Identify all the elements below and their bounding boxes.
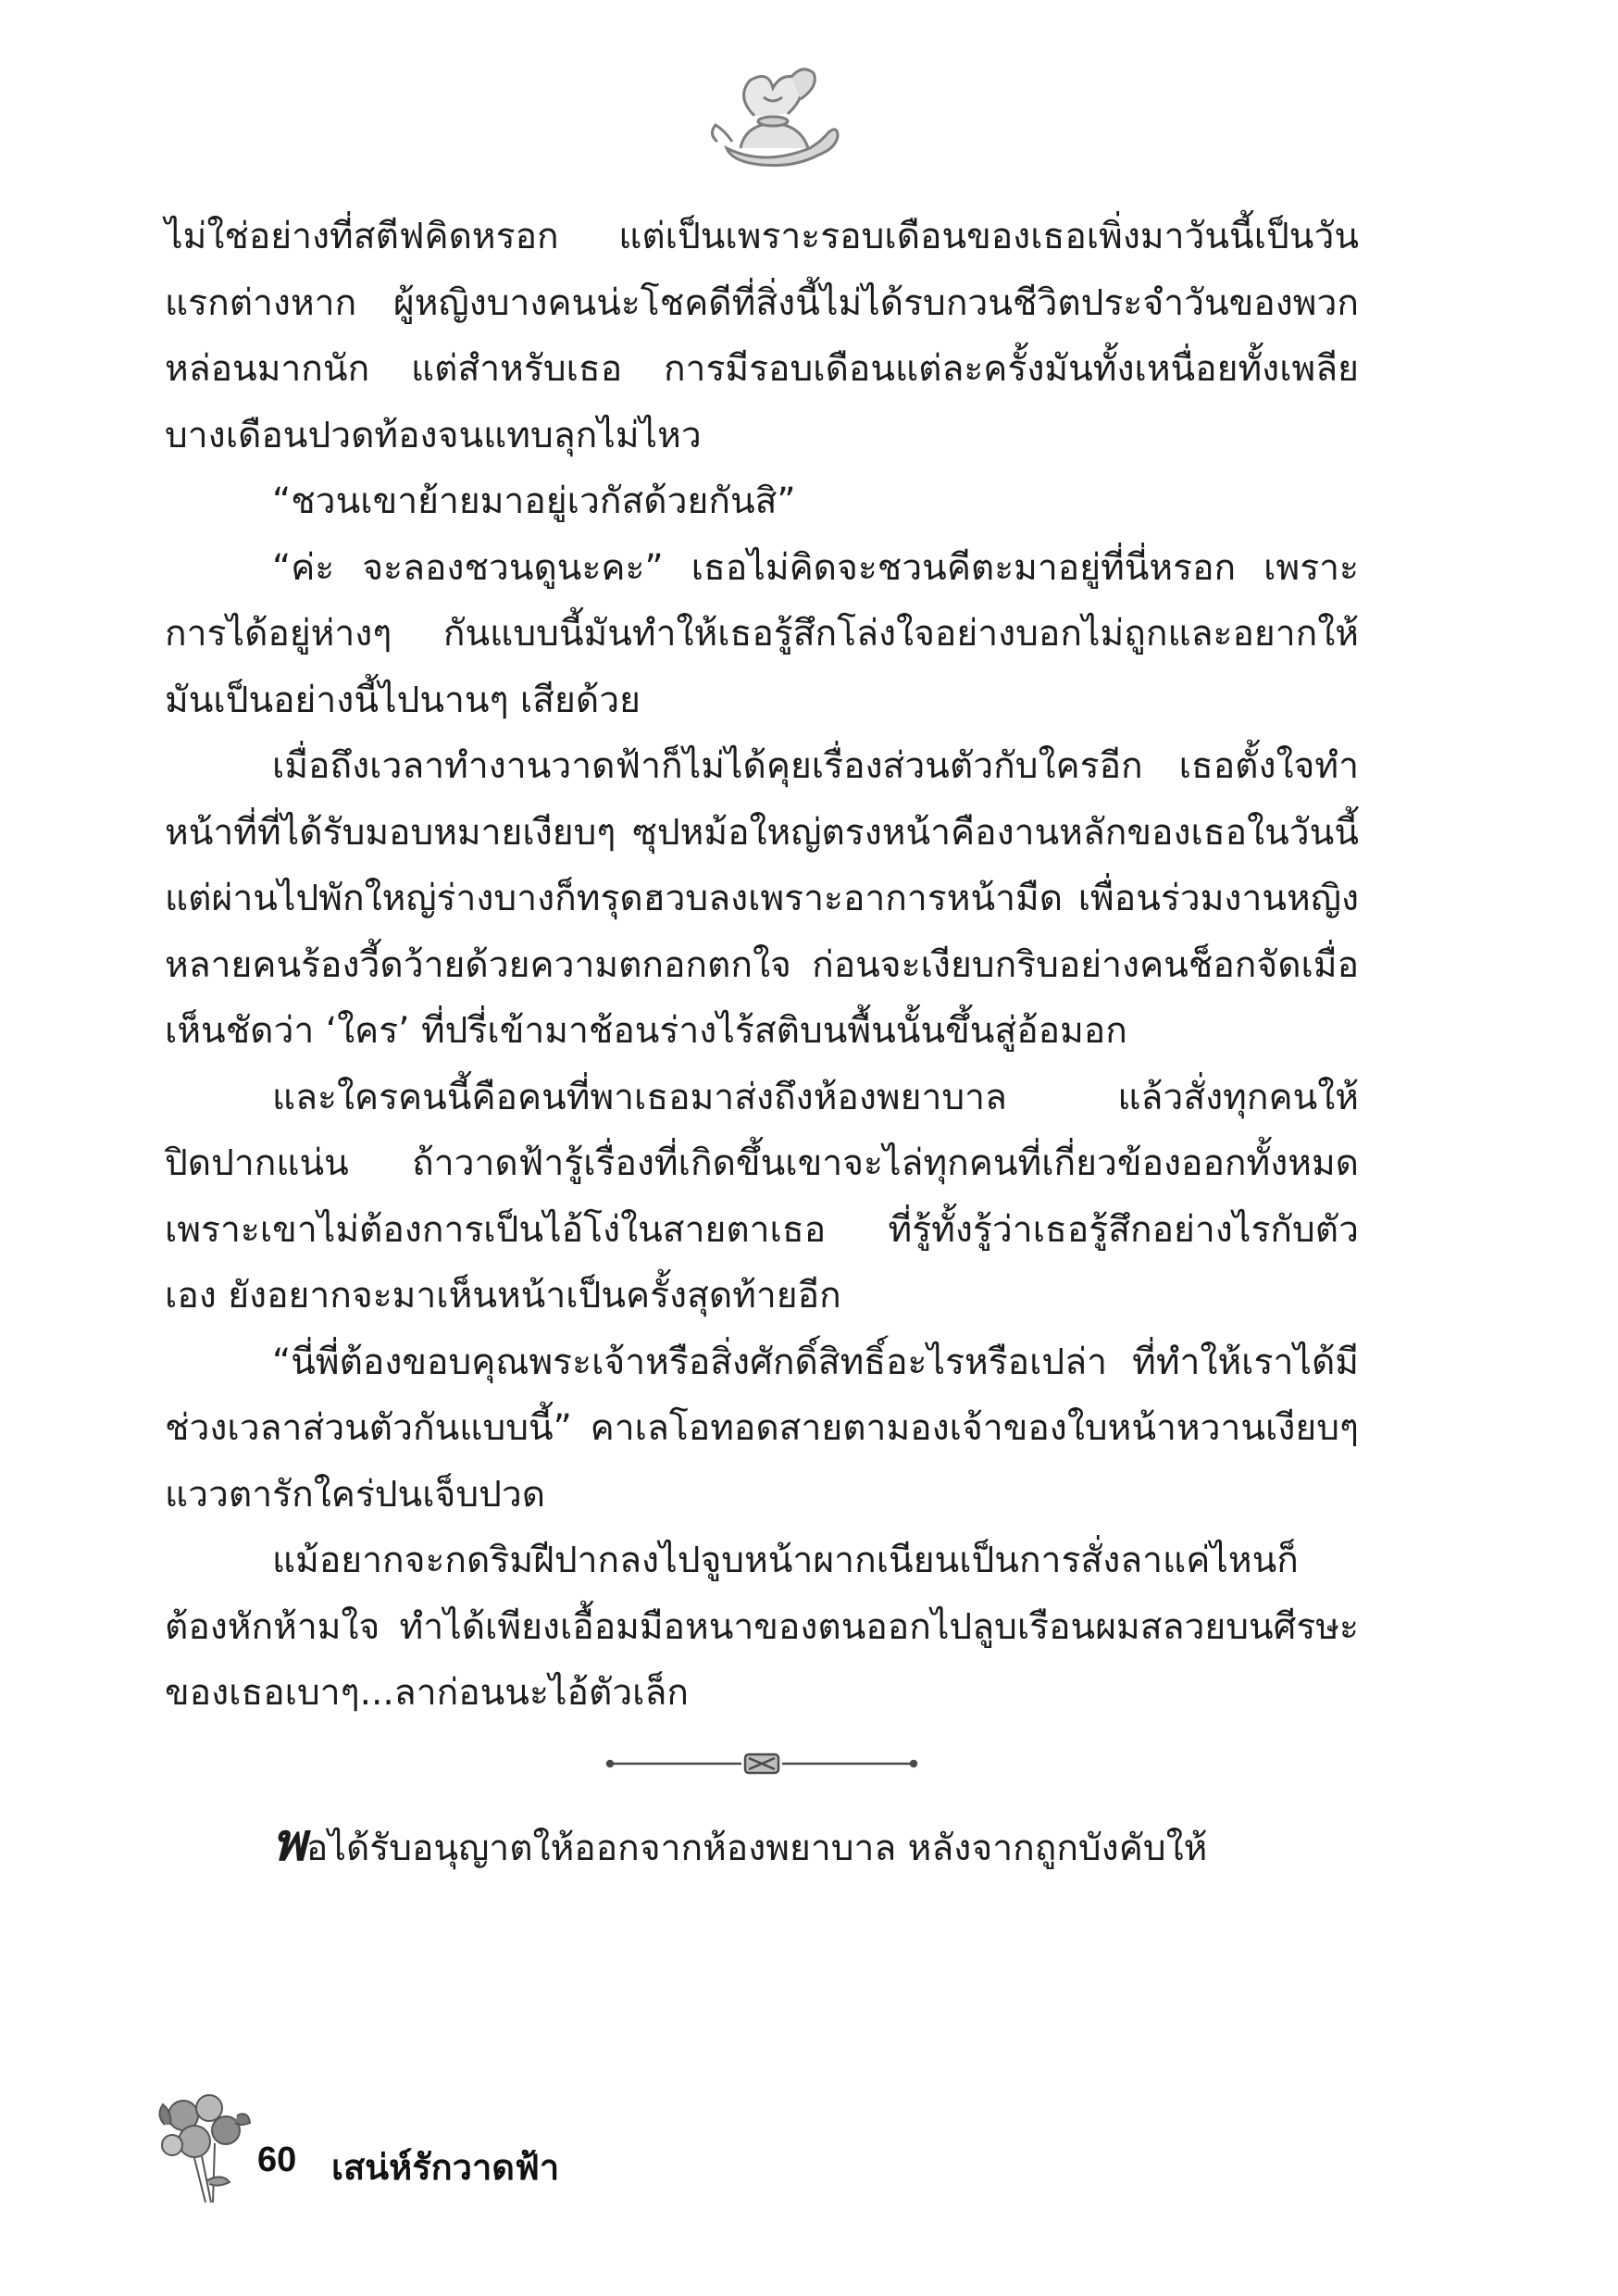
paragraph: และใครคนนี้คือคนที่พาเธอมาส่งถึงห้องพยาบาล แล้วสั่งทุกคนให้ปิดปากแน่น ถ้าวาดฟ้ารู้เรื่องที่เกิดขึ้นเขาจะไล่ทุกคนที่เกี่ยวข้องออกทั้งหมด เพราะเขาไม่ต้องการเป็นไอ้โง่ในสายตาเธอ ที่รู้ทั้งรู้ว่าเธอรู้สึกอย่างไรกับตัวเอง ยังอยากจะมาเห็นหน้าเป็นครั้งสุดท้ายอีก <box>165 1076 1359 1316</box>
page-number: 60 <box>257 2140 297 2179</box>
page-footer <box>156 2088 803 2217</box>
paragraph: แม้อยากจะกดริมฝีปากลงไปจูบหน้าผากเนียนเป็นการสั่งลาแค่ไหนก็ต้องหักห้ามใจ ทำได้เพียงเอื้อมมือหนาของตนออกไปลูบเรือนผมสลวยบนศีรษะของเธอเบาๆ...ลาก่อนนะไอ้ตัวเล็ก <box>165 1540 1359 1714</box>
paragraph: ไม่ใช่อย่างที่สตีฟคิดหรอก แต่เป็นเพราะรอบเดือนของเธอเพิ่งมาวันนี้เป็นวันแรกต่างหาก ผู้หญิงบางคนน่ะโชคดีที่สิ่งนี้ไม่ได้รบกวนชีวิตประจำวันของพวกหล่อนมากนัก แต่สำหรับเธอ การมีรอบเดือนแต่ละครั้งมันทั้งเหนื่อยทั้งเพลีย บางเดือนปวดท้องจนแทบลุกไม่ไหว <box>165 216 1359 456</box>
scroll-ornament-icon <box>604 1745 919 1782</box>
paragraph: เมื่อถึงเวลาทำงานวาดฟ้าก็ไม่ได้คุยเรื่องส่วนตัวกับใครอีก เธอตั้งใจทำหน้าที่ที่ได้รับมอบหมายเงียบๆ ซุปหม้อใหญ่ตรงหน้าคืองานหลักของเธอในวันนี้ แต่ผ่านไปพักใหญ่ร่างบางก็ทรุดฮวบลงเพราะอาการหน้ามืด เพื่อนร่วมงานหญิงหลายคนร้องวี้ดว้ายด้วยความตกอกตกใจ ก่อนจะเงียบกริบอย่างคนช็อกจัดเมื่อเห็นชัดว่า ‘ใคร’ ที่ปรี่เข้ามาช้อนร่างไร้สติบนพื้นนั้นขึ้นสู่อ้อมอก <box>165 745 1359 1052</box>
chapter-opening-text: อได้รับอนุญาตให้ออกจากห้องพยาบาล หลังจากถูกบังคับให้ <box>305 1827 1208 1869</box>
book-title: เสน่ห์รักวาดฟ้า <box>331 2147 560 2188</box>
body-text <box>165 204 1359 1881</box>
paragraph: “ชวนเขาย้ายมาอยู่เวกัสด้วยกันสิ” <box>272 480 796 522</box>
flower-bouquet-icon <box>156 2088 253 2208</box>
paragraph: “ค่ะ จะลองชวนดูนะคะ” เธอไม่คิดจะชวนคีตะมาอยู่ที่นี่หรอก เพราะการได้อยู่ห่างๆ กันแบบนี้มันทำให้เธอรู้สึกโล่งใจอย่างบอกไม่ถูกและอยากให้มันเป็นอย่างนี้ไปนานๆ เสียด้วย <box>165 546 1359 721</box>
dropcap: พ <box>272 1811 306 1873</box>
paragraph: “นี่พี่ต้องขอบคุณพระเจ้าหรือสิ่งศักดิ์สิทธิ์อะไรหรือเปล่า ที่ทำให้เราได้มีช่วงเวลาส่วนตัวกันแบบนี้” คาเลโอทอดสายตามองเจ้าของใบหน้าหวานเงียบๆ แววตารักใคร่ปนเจ็บปวด <box>165 1341 1359 1516</box>
chapter-opening-paragraph <box>165 1811 1359 1882</box>
teapot-cupid-ornament-icon <box>699 60 847 176</box>
scene-break-divider <box>165 1727 1359 1816</box>
